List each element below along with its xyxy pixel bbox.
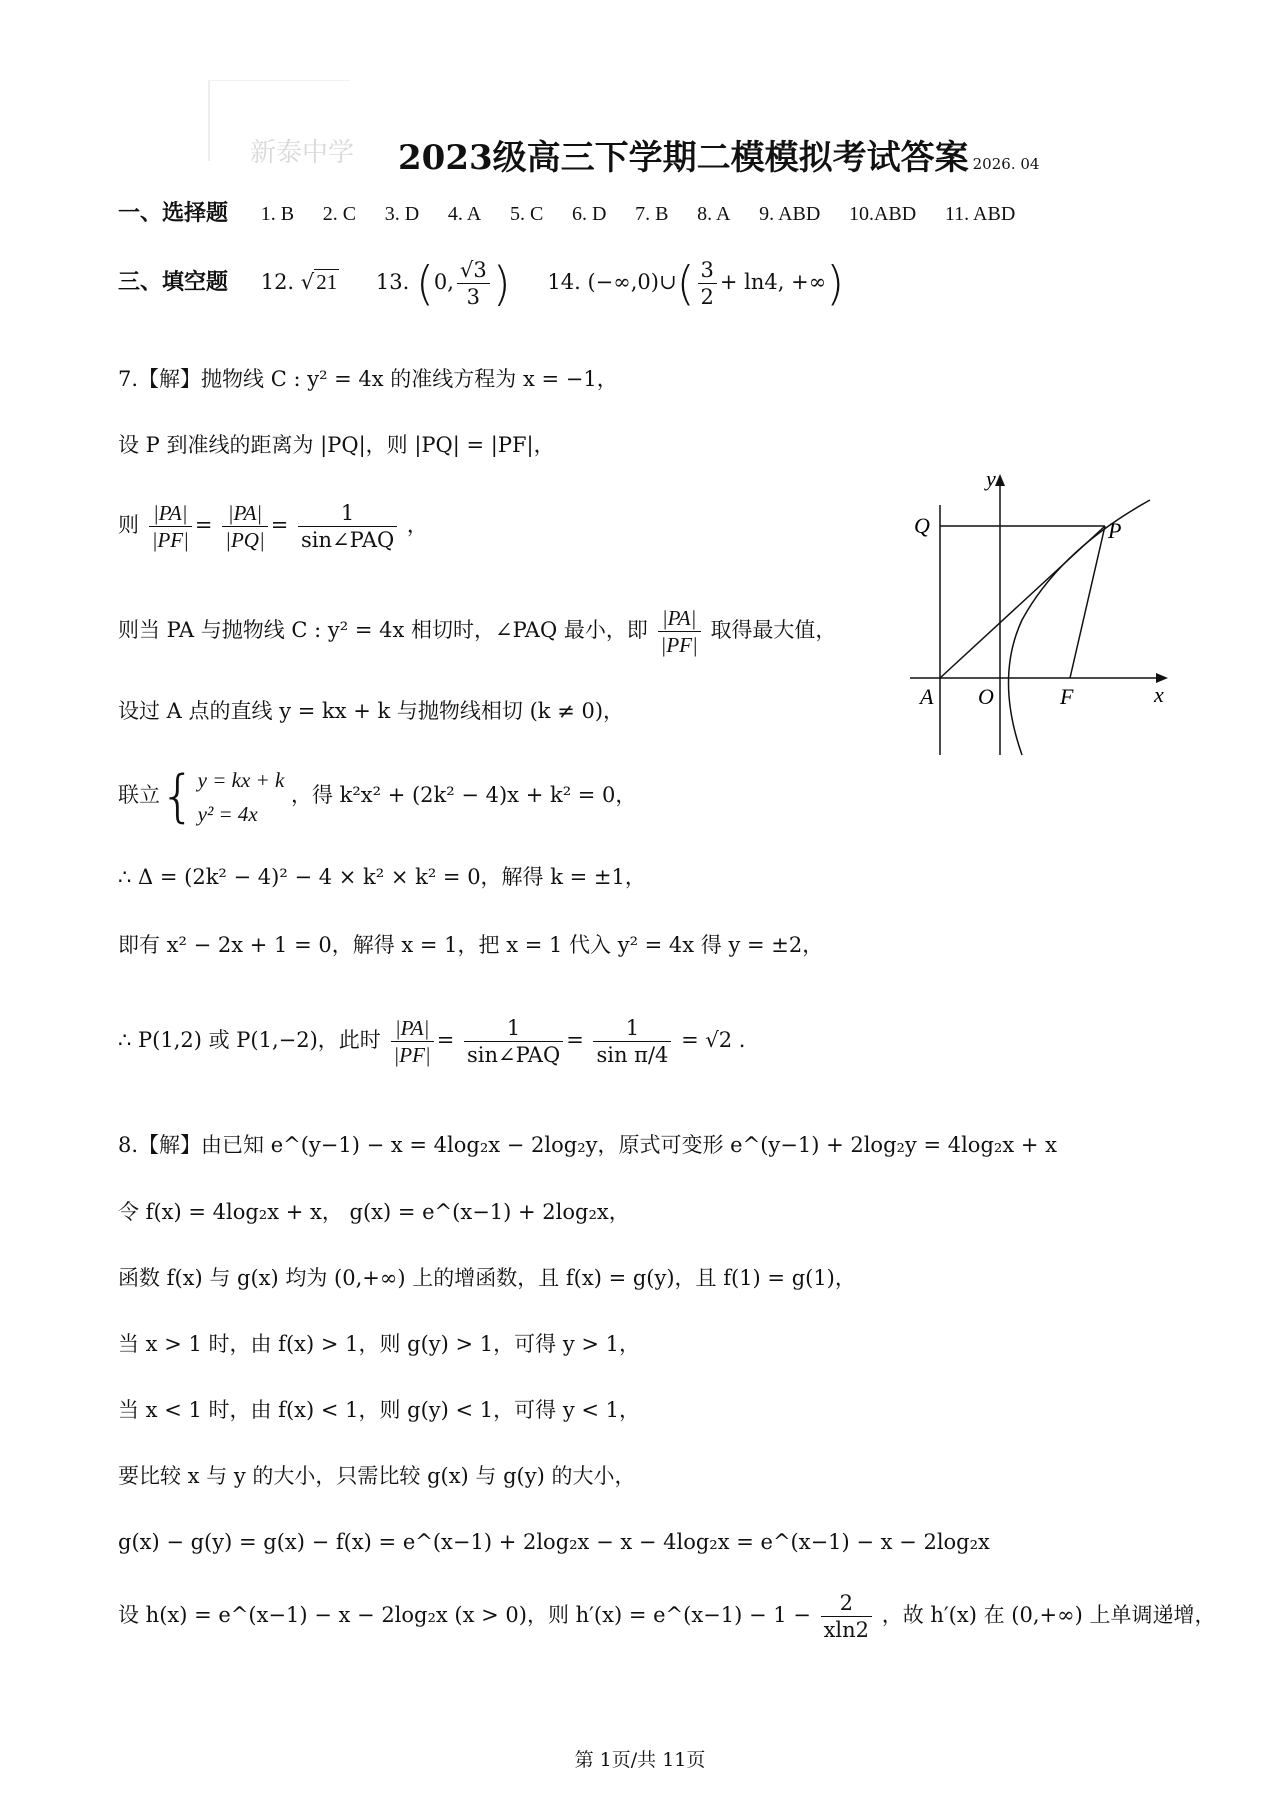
answer-5: 5. C — [509, 203, 544, 225]
sol8-line-1: 8.【解】由已知 e^(y−1) − x = 4log₂x − 2log₂y，原式可变形 e^(y−1) + 2log₂y = 4log₂x + x — [118, 1133, 1057, 1157]
q13-fraction: $\frac{√3}{3}$ — [457, 257, 490, 310]
answer-6: 6. D — [571, 203, 607, 225]
sol7-line-4: 则当 PA 与抛物线 C : y² = 4x 相切时，∠PAQ 最小，即 $\frac{|PA|}{|PF|}$ 取得最大值， — [118, 606, 837, 657]
sol7-line-9: ∴ P(1,2) 或 P(1,−2)，此时 $\frac{|PA|}{|PF|}$ = $\frac{1}{\text{sin∠PAQ}}$ = $\frac{1}{\text{sin π/4}}$ = √2 . — [118, 1016, 746, 1067]
sol8-line-3: 函数 f(x) 与 g(x) 均为 (0,+∞) 上的增函数，且 f(x) = g(y)，且 f(1) = g(1)， — [118, 1266, 856, 1290]
sol8-line-2: 令 f(x) = 4log₂x + x， g(x) = e^(x−1) + 2log₂x， — [118, 1200, 630, 1224]
q12-label: 12. — [260, 270, 295, 294]
watermark: 新泰中学 — [250, 138, 355, 168]
figure-label-f: F — [1060, 684, 1074, 709]
fill-answers-row: 三、填空题 12. √21 13. (0, $\frac{√3}{3}$ ) 14. (−∞,0)∪( $\frac{3}{2}$ + ln4, +∞) — [118, 256, 845, 311]
sol7-line-2: 设 P 到准线的距离为 |PQ|，则 |PQ| = |PF|， — [118, 433, 555, 457]
sol7-line-1: 7.【解】抛物线 C : y² = 4x 的准线方程为 x = −1， — [118, 367, 618, 391]
sol7-line-5: 设过 A 点的直线 y = kx + k 与抛物线相切 (k ≠ 0)， — [118, 699, 625, 723]
q13-left: 0, — [433, 270, 454, 294]
q14-part1: (−∞,0)∪ — [587, 270, 677, 294]
q14-rest: + ln4, +∞ — [719, 270, 827, 294]
sol7-frac-pa-pf: $\frac{|PA|}{|PF|}$ — [149, 500, 192, 553]
q14-label: 14. — [547, 270, 581, 294]
sol8-line-6: 要比较 x 与 y 的大小，只需比较 g(x) 与 g(y) 的大小， — [118, 1464, 636, 1488]
sol8-line-8: 设 h(x) = e^(x−1) − x − 2log₂x (x > 0)，则 h′(x) = e^(x−1) − 1 − $\frac{2}{xln2}$ ，故 h′(x) 在 (0,+∞) 上单调递增， — [118, 1591, 1216, 1642]
figure-label-p: P — [1108, 518, 1122, 543]
pf-line — [1070, 526, 1105, 678]
sol7-frac-final-1: $\frac{|PA|}{|PF|}$ — [391, 1015, 434, 1068]
answer-2: 2. C — [322, 203, 357, 225]
answer-1: 1. B — [260, 203, 295, 225]
answer-8: 8. A — [697, 203, 731, 225]
parabola-curve — [1009, 500, 1151, 755]
answer-3: 3. D — [384, 203, 420, 225]
sol7-line-3: 则 $\frac{|PA|}{|PF|}$ = $\frac{|PA|}{|PQ|}$ = $\frac{1}{\text{sin∠PAQ}}$ ， — [118, 501, 428, 552]
page-footer: 第 1页/共 11页 — [574, 1749, 706, 1771]
sol7-frac-pa-pq: $\frac{|PA|}{|PQ|}$ — [222, 500, 268, 553]
sol7-line-6: 联立{ y = kx + k y² = 4x ，得 k²x² + (2k² − 4)x + k² = 0， — [118, 763, 637, 829]
q13-label: 13. — [375, 270, 410, 294]
sol7-frac-final-2: $\frac{1}{\text{sin∠PAQ}}$ — [464, 1015, 563, 1068]
answer-11: 11. ABD — [944, 203, 1016, 225]
sol7-frac-max: $\frac{|PA|}{|PF|}$ — [658, 605, 701, 658]
q12-answer: 21 — [316, 270, 338, 294]
sol8-line-7: g(x) − g(y) = g(x) − f(x) = e^(x−1) + 2log₂x − x − 4log₂x = e^(x−1) − x − 2log₂x — [118, 1530, 990, 1554]
answer-7: 7. B — [635, 203, 669, 225]
choice-answers-row — [118, 198, 1037, 229]
equation-system: y = kx + k y² = 4x — [197, 767, 285, 826]
title-text: 2023级高三下学期二模模拟考试答案 — [398, 138, 969, 178]
parabola-figure — [900, 470, 1180, 764]
parabola-figure-svg — [900, 470, 1180, 760]
tangent-line — [940, 526, 1105, 678]
answer-10: 10.ABD — [848, 203, 917, 225]
figure-label-a: A — [920, 684, 934, 709]
answer-4: 4. A — [447, 203, 482, 225]
sol8-frac: $\frac{2}{xln2}$ — [821, 1590, 872, 1643]
figure-label-o: O — [978, 684, 994, 709]
q14-fraction: $\frac{3}{2}$ — [698, 257, 717, 310]
choice-heading: 一、选择题 — [118, 201, 229, 226]
y-axis-arrow — [995, 474, 1005, 486]
sol7-frac-sin: $\frac{1}{\text{sin∠PAQ}}$ — [298, 500, 397, 553]
sol7-line-8: 即有 x² − 2x + 1 = 0，解得 x = 1，把 x = 1 代入 y² = 4x 得 y = ±2， — [118, 933, 824, 957]
sol7-frac-final-3: $\frac{1}{\text{sin π/4}}$ — [593, 1015, 671, 1068]
figure-label-q: Q — [914, 513, 930, 538]
sol7-line-7: ∴ Δ = (2k² − 4)² − 4 × k² × k² = 0，解得 k = ±1， — [118, 865, 646, 889]
title-date: 2026. 04 — [972, 155, 1040, 173]
answer-9: 9. ABD — [759, 203, 821, 225]
page-title — [398, 130, 1039, 179]
figure-label-y: y — [986, 470, 996, 491]
sol8-line-5: 当 x < 1 时，由 f(x) < 1，则 g(y) < 1，可得 y < 1， — [118, 1398, 641, 1422]
figure-label-x: x — [1154, 682, 1164, 707]
fill-heading: 三、填空题 — [118, 270, 229, 295]
sol8-line-4: 当 x > 1 时，由 f(x) > 1，则 g(y) > 1，可得 y > 1， — [118, 1332, 641, 1356]
